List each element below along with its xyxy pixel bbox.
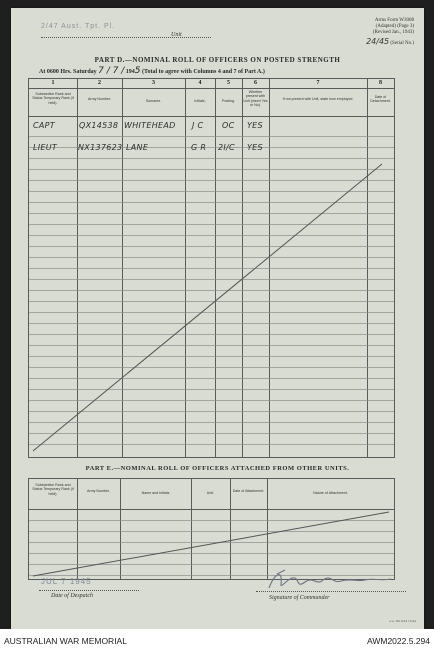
col-number: 6 [254,80,257,86]
col-header: Substantive Rank and Status Temporary Rank (if held). [32,92,74,105]
cancel-diagonal-line [29,479,394,579]
entry-surname: LANE [126,143,149,152]
date-prefix: At 0600 Hrs. Saturday [39,69,97,75]
col-number: 1 [51,80,55,86]
col-number: 8 [379,80,382,86]
form-reference [324,18,414,47]
form-sheet [11,8,424,629]
part-e-table [28,478,395,580]
entry-rank: CAPT [33,121,55,130]
col-header: Posting. [222,99,235,103]
date-year-handwritten: 5 [134,66,141,76]
col-header: Whether present with Unit (insert Yes or No). [243,90,268,108]
serial-number-handwritten: 24/45 [366,37,390,46]
form-ref-line: (Revised Jan., 1943) [372,30,414,35]
col-header: Army Number. [88,97,111,101]
col-header: If not present with Unit, state how employed. [282,97,354,101]
caption-accession-number: AWM2022.5.294 [367,636,430,646]
part-e-title: PART E.—NOMINAL ROLL OF OFFICERS ATTACHED FROM OTHER UNITS. [85,465,350,472]
unit-label: Unit [171,32,182,38]
col-header: Initials. [194,99,206,103]
col-number: 3 [152,80,155,86]
col-header: Nature of Attachment. [313,491,348,495]
signature-line [256,591,406,592]
part-d-title: PART D.—NOMINAL ROLL OF OFFICERS ON POSTED STRENGTH [94,56,341,64]
caption-institution: AUSTRALIAN WAR MEMORIAL [4,636,127,646]
despatch-date-stamp: JUL 7 1945 [41,577,92,586]
entry-present: YES [247,143,263,152]
col-number: 2 [98,80,101,86]
entry-posting: 2I/C [218,143,235,152]
unit-stamp: 2/47 Aust. Tpt. Pl. [41,23,211,38]
part-d-table [28,78,395,458]
date-suffix: (Total to agree with Columns 4 and 7 of Part A.) [142,69,265,75]
date-year-prefix: 194 [125,69,135,75]
despatch-label: Date of Despatch [51,593,93,599]
entry-present: YES [247,121,263,130]
entry-initials: G R [191,143,207,152]
print-note: a.w. 3m 9/44 15/44 [389,619,416,623]
col-header: Date of Detachment. [370,95,391,104]
entry-army-number: NX137623 [78,143,123,152]
part-d-date-line [39,66,265,76]
despatch-date-line [39,590,139,591]
col-header: Unit. [206,491,215,495]
col-header: Army Number. [87,489,110,493]
col-number: 7 [316,80,320,86]
entry-surname: WHITEHEAD [124,121,176,130]
cancel-diagonal-line [29,79,394,457]
entry-rank: LIEUT [33,143,58,152]
entry-posting: OC [222,121,235,130]
signature-label: Signature of Commander [269,595,330,601]
caption-bar [0,629,434,653]
col-header: Date of Attachment. [232,489,265,493]
entry-army-number: QX14538 [79,121,119,130]
form-ref-line: (Adapted) (Page 3) [375,24,414,29]
form-ref-line: Arms Form W3008 [374,18,414,23]
col-number: 4 [198,80,202,86]
date-handwritten: 7 / 7 / [98,66,125,76]
col-header: Name and Initials [141,491,170,495]
col-header: Surname. [145,99,162,103]
col-number: 5 [227,80,230,86]
entry-initials: J C [192,121,204,130]
serial-label: (Serial No.) [390,41,414,46]
commander-signature [261,566,401,594]
col-header: Substantive Rank and Status Temporary Rank (if held). [32,483,74,496]
